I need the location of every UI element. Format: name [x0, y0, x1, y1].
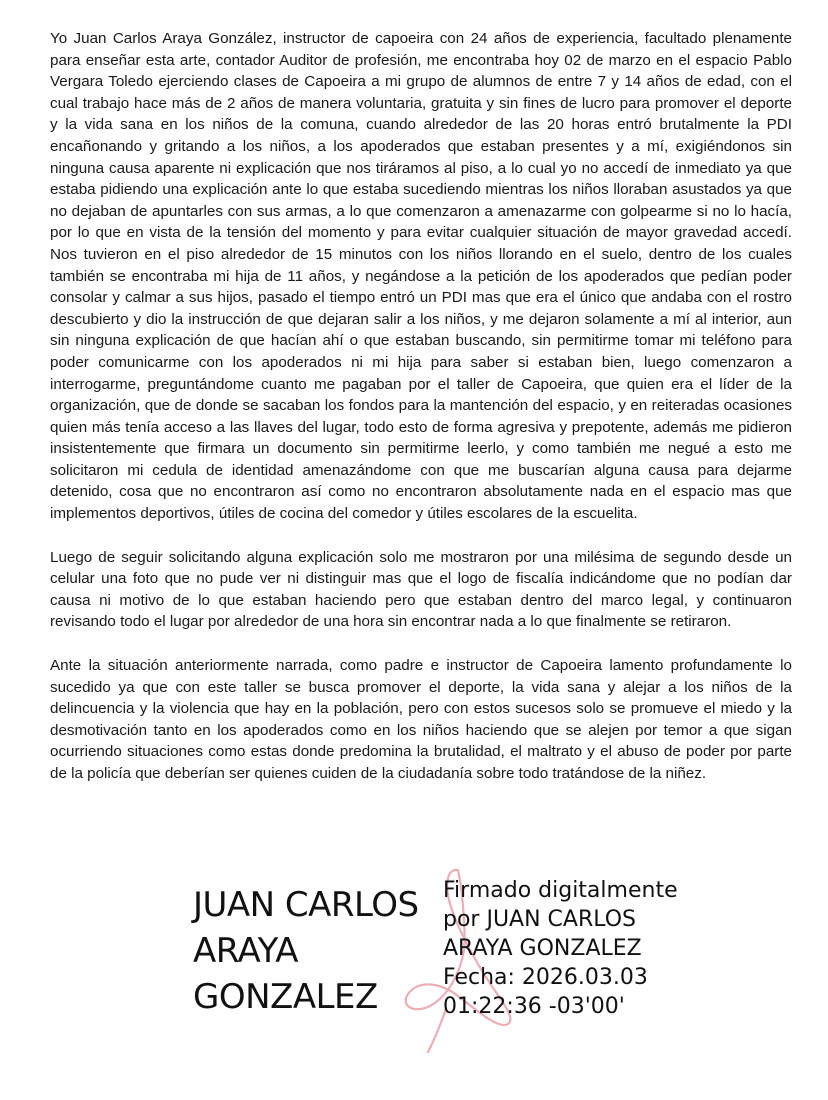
signature-detail-line: Firmado digitalmente [443, 878, 678, 903]
document-body [50, 28, 792, 807]
signature-date-line: Fecha: 2026.03.03 [443, 965, 648, 990]
signature-details [443, 876, 678, 1021]
signer-name-line: GONZALEZ [193, 977, 378, 1017]
paragraph-explanation: Luego de seguir solicitando alguna explicación solo me mostraron por una milésima de segundo desde un celular una foto que no pude ver ni distinguir mas que el logo de fiscalía indicándome que no podían dar causa ni motivo de lo que estaban haciendo pero que estaban dentro del marco legal, y continuaron revisando todo el lugar por alrededor de una hora sin encontrar nada a lo que finalmente se retiraron. [50, 548, 792, 631]
signature-detail-line: ARAYA GONZALEZ [443, 936, 642, 961]
paragraph-conclusion: Ante la situación anteriormente narrada, como padre e instructor de Capoeira lamento profundamente lo sucedido ya que con este taller se busca promover el deporte, la vida sana y alejar a los niños de la delincuencia y la violencia que hay en la población, pero con estos sucesos solo se promueve el miedo y la desmotivación tanto en los apoderados como en los niños haciendo que se alejen por temor a que sigan ocurriendo situaciones como estas donde predomina la brutalidad, el maltrato y el abuso de poder por parte de la policía que deberían ser quienes cuiden de la ciudadanía sobre todo tratándose de la niñez. [50, 657, 792, 782]
signer-name-line: JUAN CARLOS [193, 885, 419, 925]
signature-detail-line: por JUAN CARLOS [443, 907, 637, 932]
digital-signature-block [193, 872, 753, 1072]
paragraph-statement: Yo Juan Carlos Araya González, instructor de capoeira con 24 años de experiencia, facultado plenamente para enseñar esta arte, contador Auditor de profesión, me encontraba hoy 02 de marzo en el espacio Pablo Vergara Toledo ejerciendo clases de Capoeira a mi grupo de alumnos de entre 7 y 14 años de edad, con el cual trabajo hace más de 2 años de manera voluntaria, gratuita y sin fines de lucro para promover el deporte y la vida sana en los niños de la comuna, cuando alrededor de las 20 horas entró brutalmente la PDI encañonando y gritando a los niños, a los apoderados que estaban presentes y a mí, exigiéndonos sin ninguna causa aparente ni explicación que nos tiráramos al piso, a lo cual yo no accedí de inmediato ya que estaba pidiendo una explicación ante lo que estaba sucediendo mientras los niños lloraban asustados ya que no dejaban de apuntarles con sus armas, a lo que comenzaron a amenazarme con golpearme si no lo hacía, por lo que en vista de la tensión del momento y para evitar cualquier situación de mayor gravedad accedí. Nos tuvieron en el piso alrededor de 15 minutos con los niños llorando en el suelo, dentro de los cuales también se encontraba mi hija de 11 años, y negándose a la petición de los apoderados que pedían poder consolar y calmar a sus hijos, pasado el tiempo entró un PDI mas que era el único que andaba con el rostro descubierto y dio la instrucción de que dejaran salir a los niños, y me dejaron solamente a mí al interior, aun sin ninguna explicación de que hacían ahí o que estaban buscando, sin permitirme tomar mi teléfono para poder comunicarme con los apoderados ni mi hija para saber si estaban bien, luego comenzaron a interrogarme, preguntándome cuanto me pagaban por el taller de Capoeira, que quien era el líder de la organización, que de donde se sacaban los fondos para la mantención del espacio, y en reiteradas ocasiones quien más tenía acceso a las llaves del lugar, todo esto de forma agresiva y prepotente, además me pidieron insistentemente que firmara un documento sin permitirme leerlo, y como también me negué a esto me solicitaron mi cedula de identidad amenazándome con que me buscarían alguna causa para dejarme detenido, cosa que no encontraron así como no encontraron absolutamente nada en el espacio mas que implementos deportivos, útiles de cocina del comedor y útiles escolares de la escuelita. [50, 30, 792, 523]
signature-time-line: 01:22:36 -03'00' [443, 994, 625, 1019]
signer-name-line: ARAYA [193, 931, 299, 971]
signer-name [193, 882, 419, 1020]
